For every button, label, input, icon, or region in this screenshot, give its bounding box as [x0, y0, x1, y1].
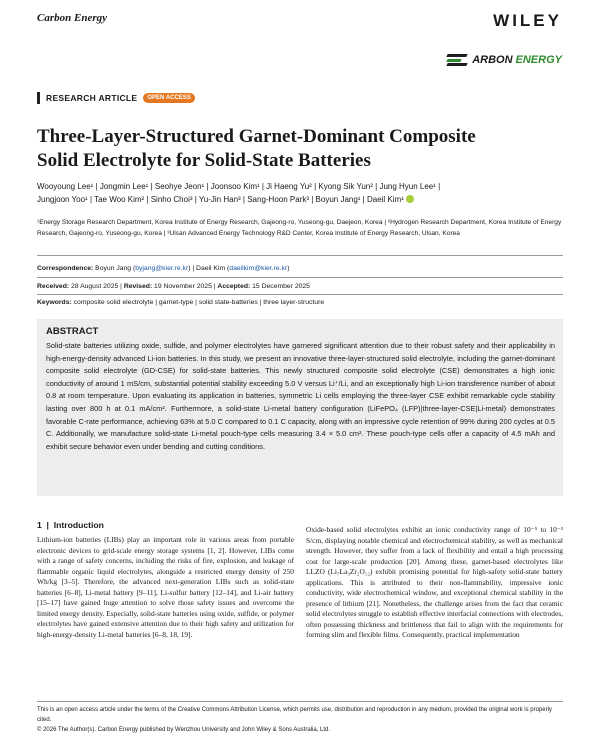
affiliations: ¹Energy Storage Research Department, Korea Institute of Energy Research, Gajeong-ro, Yuseong-gu, Daejeon, Korea | ²Hydrogen Research Department, Korea Institute of Energy Research, Gajeong-ro, Yuseong-gu, Korea | ³Ulsan Advanced Energy Technology R&D Center, Korea Institute of Energy Research, Ulsan, Korea — [37, 219, 562, 237]
article-type — [37, 92, 195, 104]
received-date: 28 August 2025 — [71, 283, 119, 290]
journal-logo-word2: ENERGY — [515, 54, 562, 66]
article-type-label: RESEARCH ARTICLE — [46, 93, 138, 103]
divider — [37, 255, 563, 256]
divider — [37, 701, 563, 702]
orcid-icon[interactable] — [406, 195, 414, 203]
body-column-right: Oxide-based solid electrolytes exhibit an ionic conductivity range of 10⁻⁵ to 10⁻³ S/cm, displaying notable chemical and electrochemical stability, as well as mechanical strength. However, they suffer from a lack of flexibility and entail a high processing cost for large-scale production [20]. Among these, garnet-based electrolytes like LLZO (Li₇La₃Zr₂O₁₂) exhibit promising potential for high-safety solid-state battery applications. This is attributed to their non-flammability, impressive ionic conductivity, wide electrochemical window, and exceptional chemical stability in the presence of lithium [21]. Nonetheless, the challenge arises from the fact that ceramic solid electrolytes struggle to establish effective interfacial connections with electrodes, often possessing thickness and brittleness that fail to align with the requirements for forming slim and flexible films. Consequently, practical implementation — [306, 525, 563, 639]
article-title — [37, 125, 557, 173]
section-heading: 1 | Introduction — [37, 520, 104, 530]
article-title-line: Three-Layer-Structured Garnet-Dominant Composite — [37, 126, 476, 147]
correspondence-name: Boyun Jang — [95, 265, 132, 272]
copyright-text: © 2026 The Author(s). Carbon Energy published by Wenzhou University and John Wiley & Sons Australia, Ltd. — [37, 727, 331, 733]
divider — [37, 277, 563, 278]
journal-logo-icon — [447, 54, 469, 66]
keywords — [37, 298, 324, 308]
publisher-logo[interactable]: WILEY — [493, 11, 562, 30]
author-list — [37, 180, 567, 206]
accepted-label: Accepted: — [217, 283, 251, 290]
article-dates: Received: 28 August 2025 | Revised: 19 November 2025 | Accepted: 15 December 2025 — [37, 283, 310, 290]
license-text: This is an open access article under the terms of the Creative Commons Attribution License, which permits use, distribution and reproduction in any medium, provided the original work is properly cited. — [37, 707, 552, 723]
author-list-text: Jungjoon Yoo¹ | Tae Woo Kim² | Sinho Choi³ | Yu-Jin Han³ | Sang-Hoon Park³ | Boyun Jang¹ | Daeil Kim¹ — [37, 195, 404, 204]
correspondence: Correspondence: Boyun Jang (byjang@kier.re.kr) | Daeil Kim (daeilkim@kier.re.kr) — [37, 265, 290, 272]
accepted-date: 15 December 2025 — [252, 283, 310, 290]
correspondence-label: Correspondence: — [37, 265, 94, 272]
section-title: Introduction — [53, 520, 104, 530]
license-footnote — [37, 705, 563, 735]
revised-label: Revised: — [123, 283, 153, 290]
divider — [37, 294, 563, 295]
received-label: Received: — [37, 283, 70, 290]
section-number: 1 — [37, 520, 42, 530]
keywords-label: Keywords: — [37, 299, 72, 306]
email-link[interactable]: daeilkim@kier.re.kr — [229, 265, 288, 272]
author-list-line: Wooyoung Lee¹ | Jongmin Lee¹ | Seohye Jeon¹ | Joonsoo Kim¹ | Ji Haeng Yu² | Kyong Sik Yun² | Jung Hyun Lee¹ | — [37, 182, 441, 191]
email-link[interactable]: byjang@kier.re.kr — [135, 265, 189, 272]
abstract-text: Solid-state batteries utilizing oxide, sulfide, and polymer electrolytes have garnered significant attention due to their robust safety and their applicability in high-energy-density advanced Li-ion batteries. In this study, we present an innovative three-layer-structured solid electrolyte, including the garnet-dominant composite solid electrolyte (GD-CSE) for solid-state batteries. This newly structured composite solid electrolyte (CSE) demonstrates a high ionic conductivity of around 1 mS/cm, substantial potential stability exceeding 5.0 V versus Li⁺/Li, and an exceptionally high Li-ion transference number of about 0.8 at room temperature. Upon evaluating its application in batteries, symmetric Li cells employing the three-layer CSE exhibit remarkable cycle stability lasting over 800 h at 0.1 mA/cm². Furthermore, a solid-state Li-metal battery configuration (LiFePO₄ (LFP)|three-layer-CSE|Li-metal) demonstrates favorable C-rate performance, achieving 63% at 5.0 C compared to 0.1 C capacity, along with an impressive cycle retention of 99% during 200 cycles at 0.5 C. Additionally, we manufacture solid-state Li-metal pouch-type cells measuring 3.4 × 5.0 cm². These pouch-type cells offer a capacity of 4.5 mAh and exhibit secure behavior even under bending and cutting conditions. — [46, 341, 555, 451]
body-column-left: Lithium-ion batteries (LIBs) play an important role in various areas from portable electronic devices to grid-scale energy storage systems [1, 2]. However, LIBs come with a range of safety concerns, including the risks of fire, explosion, and leakage of flammable organic liquid electrolytes, alongside a restricted energy density of 250 Wh/kg [3–5]. Therefore, the advanced next-generation LIBs such as solid-state batteries [6–8], Li-metal battery [9–11], Li-sulfur battery [12–14], and Li-air battery [15–17] have gained huge attention to solve those safety issues and overcome the limited energy density. Especially, solid-state batteries using oxide, sulfide, or polymer electrolytes have gained extensive attention due to their high safety and utilization for high-energy-density Li-metal batteries [6–8, 18, 19]. — [37, 535, 294, 639]
journal-name: Carbon Energy — [37, 12, 107, 24]
correspondence-name: Daeil Kim — [196, 265, 226, 272]
article-type-marker — [37, 92, 40, 104]
keywords-text: composite solid electrolyte | garnet-type | solid state-batteries | three layer-structure — [73, 299, 325, 306]
journal-logo-word1: ARBON — [472, 54, 513, 66]
journal-logo[interactable] — [447, 53, 562, 67]
author-list-line — [37, 193, 567, 206]
revised-date: 19 November 2025 — [154, 283, 212, 290]
abstract-heading: ABSTRACT — [46, 326, 99, 337]
open-access-badge[interactable]: OPEN ACCESS — [143, 93, 194, 103]
article-title-line: Solid Electrolyte for Solid-State Batteries — [37, 150, 371, 171]
